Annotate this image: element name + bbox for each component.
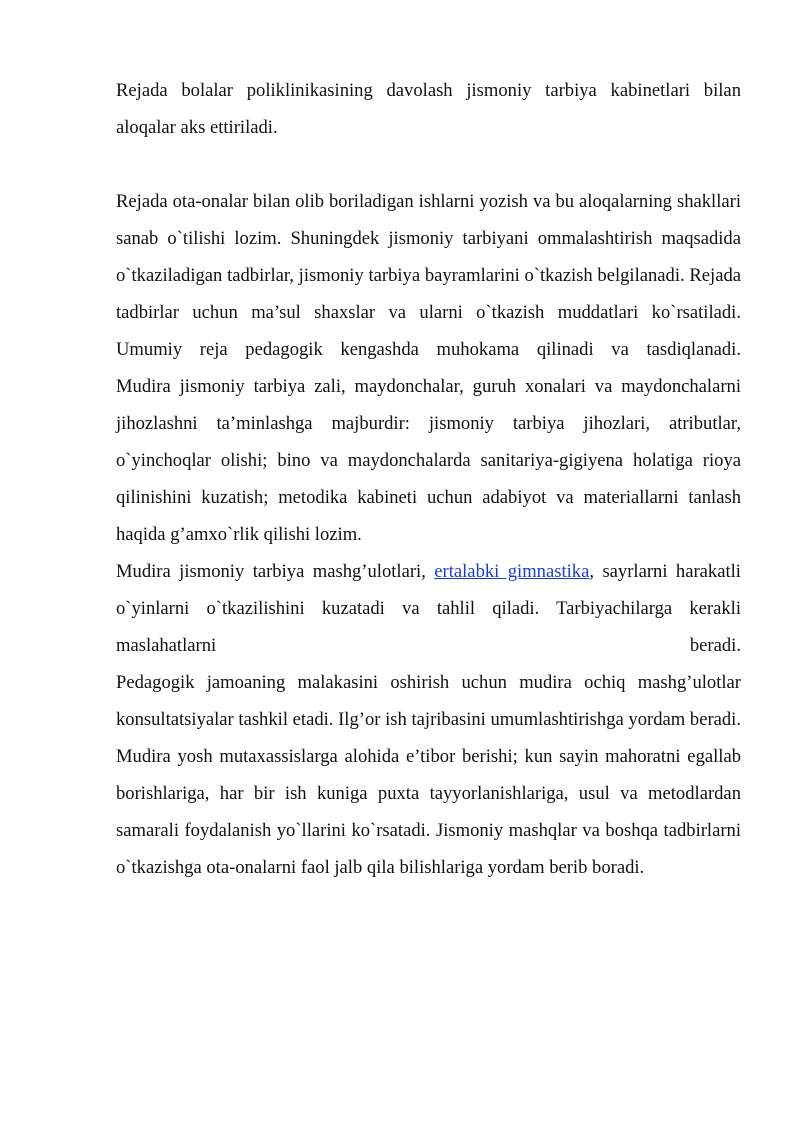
paragraph-yosh-mutaxassislar: Mudira yosh mutaxassislarga alohida e’tibor berishi; kun sayin mahoratni egallab borishlariga, har bir ish kuniga puxta tayyorlanishlariga, usul va metodlardan samarali foydalanish yo`llarini ko`rsatadi. Jismoniy mashqlar va boshqa tadbirlarni o`tkazishga ota-onalarni faol jalb qila bilishlariga yordam berib boradi. bbox=[116, 746, 741, 878]
paragraph-pedagogik-jamoa: Pedagogik jamoaning malakasini oshirish uchun mudira ochiq mashg’ulotlar konsultatsiyalar tashkil etadi. Ilg’or ish tajribasini umumlashtirishga yordam beradi. bbox=[116, 672, 741, 730]
paragraph-mudira-mashgulotlar bbox=[116, 553, 741, 664]
ertalabki-gimnastika-link[interactable]: ertalabki gimnastika bbox=[434, 561, 590, 582]
paragraph-mudira-jihozlash: Mudira jismoniy tarbiya zali, maydonchalar, guruh xonalari va maydonchalarni jihozlashni ta’minlashga majburdir: jismoniy tarbiya jihozlari, atributlar, o`yinchoqlar olishi; bino va maydonchalarda sanitariya-gigiyena holatiga rioya qilinishini kuzatish; metodika kabineti uchun adabiyot va materiallarni tanlash haqida g’amxo`rlik qilishi lozim. bbox=[116, 376, 741, 545]
paragraph-ota-onalar: Rejada ota-onalar bilan olib boriladigan ishlarni yozish va bu aloqalarning shakllari sanab o`tilishi lozim. Shuningdek jismoniy tarbiyani ommalashtirish maqsadida o`tkaziladigan tadbirlar, jismoniy tarbiya bayramlarini o`tkazish belgilanadi. Rejada tadbirlar uchun ma’sul shaxslar va ularni o`tkazish muddatlari ko`rsatiladi. Umumiy reja pedagogik kengashda muhokama qilinadi va tasdiqlanadi. bbox=[116, 191, 741, 360]
paragraph-spacer bbox=[116, 146, 741, 183]
paragraph-text-before-link: Mudira jismoniy tarbiya mashg’ulotlari, bbox=[116, 561, 435, 582]
paragraph-poliklinika: Rejada bolalar poliklinikasining davolash jismoniy tarbiya kabinetlari bilan aloqalar aks ettiriladi. bbox=[116, 80, 741, 138]
document-page bbox=[116, 72, 741, 886]
paragraph-text-after-link: , sayrlarni harakatli o`yinlarni o`tkazilishini kuzatadi va tahlil qiladi. Tarbiyachilarga kerakli maslahatlarni beradi. bbox=[116, 561, 741, 656]
